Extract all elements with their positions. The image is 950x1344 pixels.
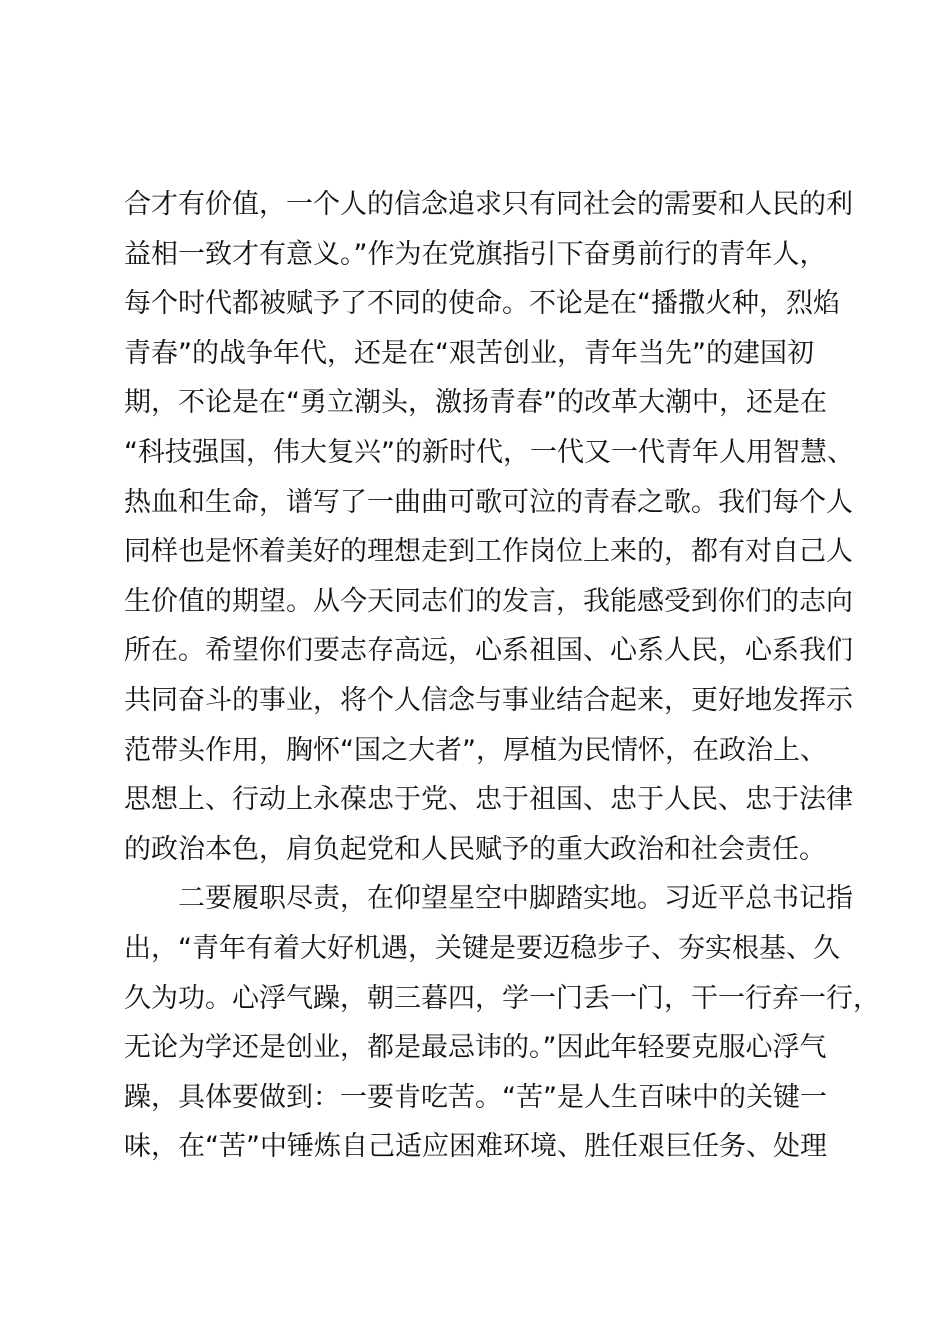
text-line: 的政治本色，肩负起党和人民赋予的重大政治和社会责任。 [124,833,826,865]
text-line: 期，不论是在“勇立潮头，激扬青春”的改革大潮中，还是在 [124,387,827,419]
text-line: 生价值的期望。从今天同志们的发言，我能感受到你们的志向 [124,585,853,617]
text-line: 思想上、行动上永葆忠于党、忠于祖国、忠于人民、忠于法律 [124,784,853,816]
text-line: 每个时代都被赋予了不同的使命。不论是在“播撒火种，烈焰 [124,288,840,320]
text-line: 味，在“苦”中锤炼自己适应困难环境、胜任艰巨任务、处理 [124,1131,827,1163]
text-line: 热血和生命，谱写了一曲曲可歌可泣的青春之歌。我们每个人 [124,486,853,518]
text-line: 青春”的战争年代，还是在“艰苦创业，青年当先”的建国初 [124,337,814,369]
text-line: 躁，具体要做到：一要肯吃苦。“苦”是人生百味中的关键一 [124,1081,827,1113]
paragraph-start-line: 二要履职尽责，在仰望星空中脚踏实地。习近平总书记指 [178,883,853,915]
text-line: 益相一致才有意义。”作为在党旗指引下奋勇前行的青年人， [124,238,827,270]
text-line: 合才有价值，一个人的信念追求只有同社会的需要和人民的利 [124,189,853,220]
text-line: 共同奋斗的事业，将个人信念与事业结合起来，更好地发挥示 [124,684,853,716]
text-line: 所在。希望你们要志存高远，心系祖国、心系人民，心系我们 [124,635,853,667]
text-line: 同样也是怀着美好的理想走到工作岗位上来的，都有对自己人 [124,536,853,568]
text-line: 无论为学还是创业，都是最忌讳的。”因此年轻要克服心浮气 [124,1032,827,1064]
text-line: 出，“青年有着大好机遇，关键是要迈稳步子、夯实根基、久 [124,932,840,964]
text-line: “科技强国，伟大复兴”的新时代，一代又一代青年人用智慧、 [124,436,854,468]
text-line: 久为功。心浮气躁，朝三暮四，学一门丢一门，干一行弃一行， [124,982,880,1014]
text-line: 范带头作用，胸怀“国之大者”，厚植为民情怀，在政治上、 [124,734,827,766]
body-text [124,180,880,1172]
